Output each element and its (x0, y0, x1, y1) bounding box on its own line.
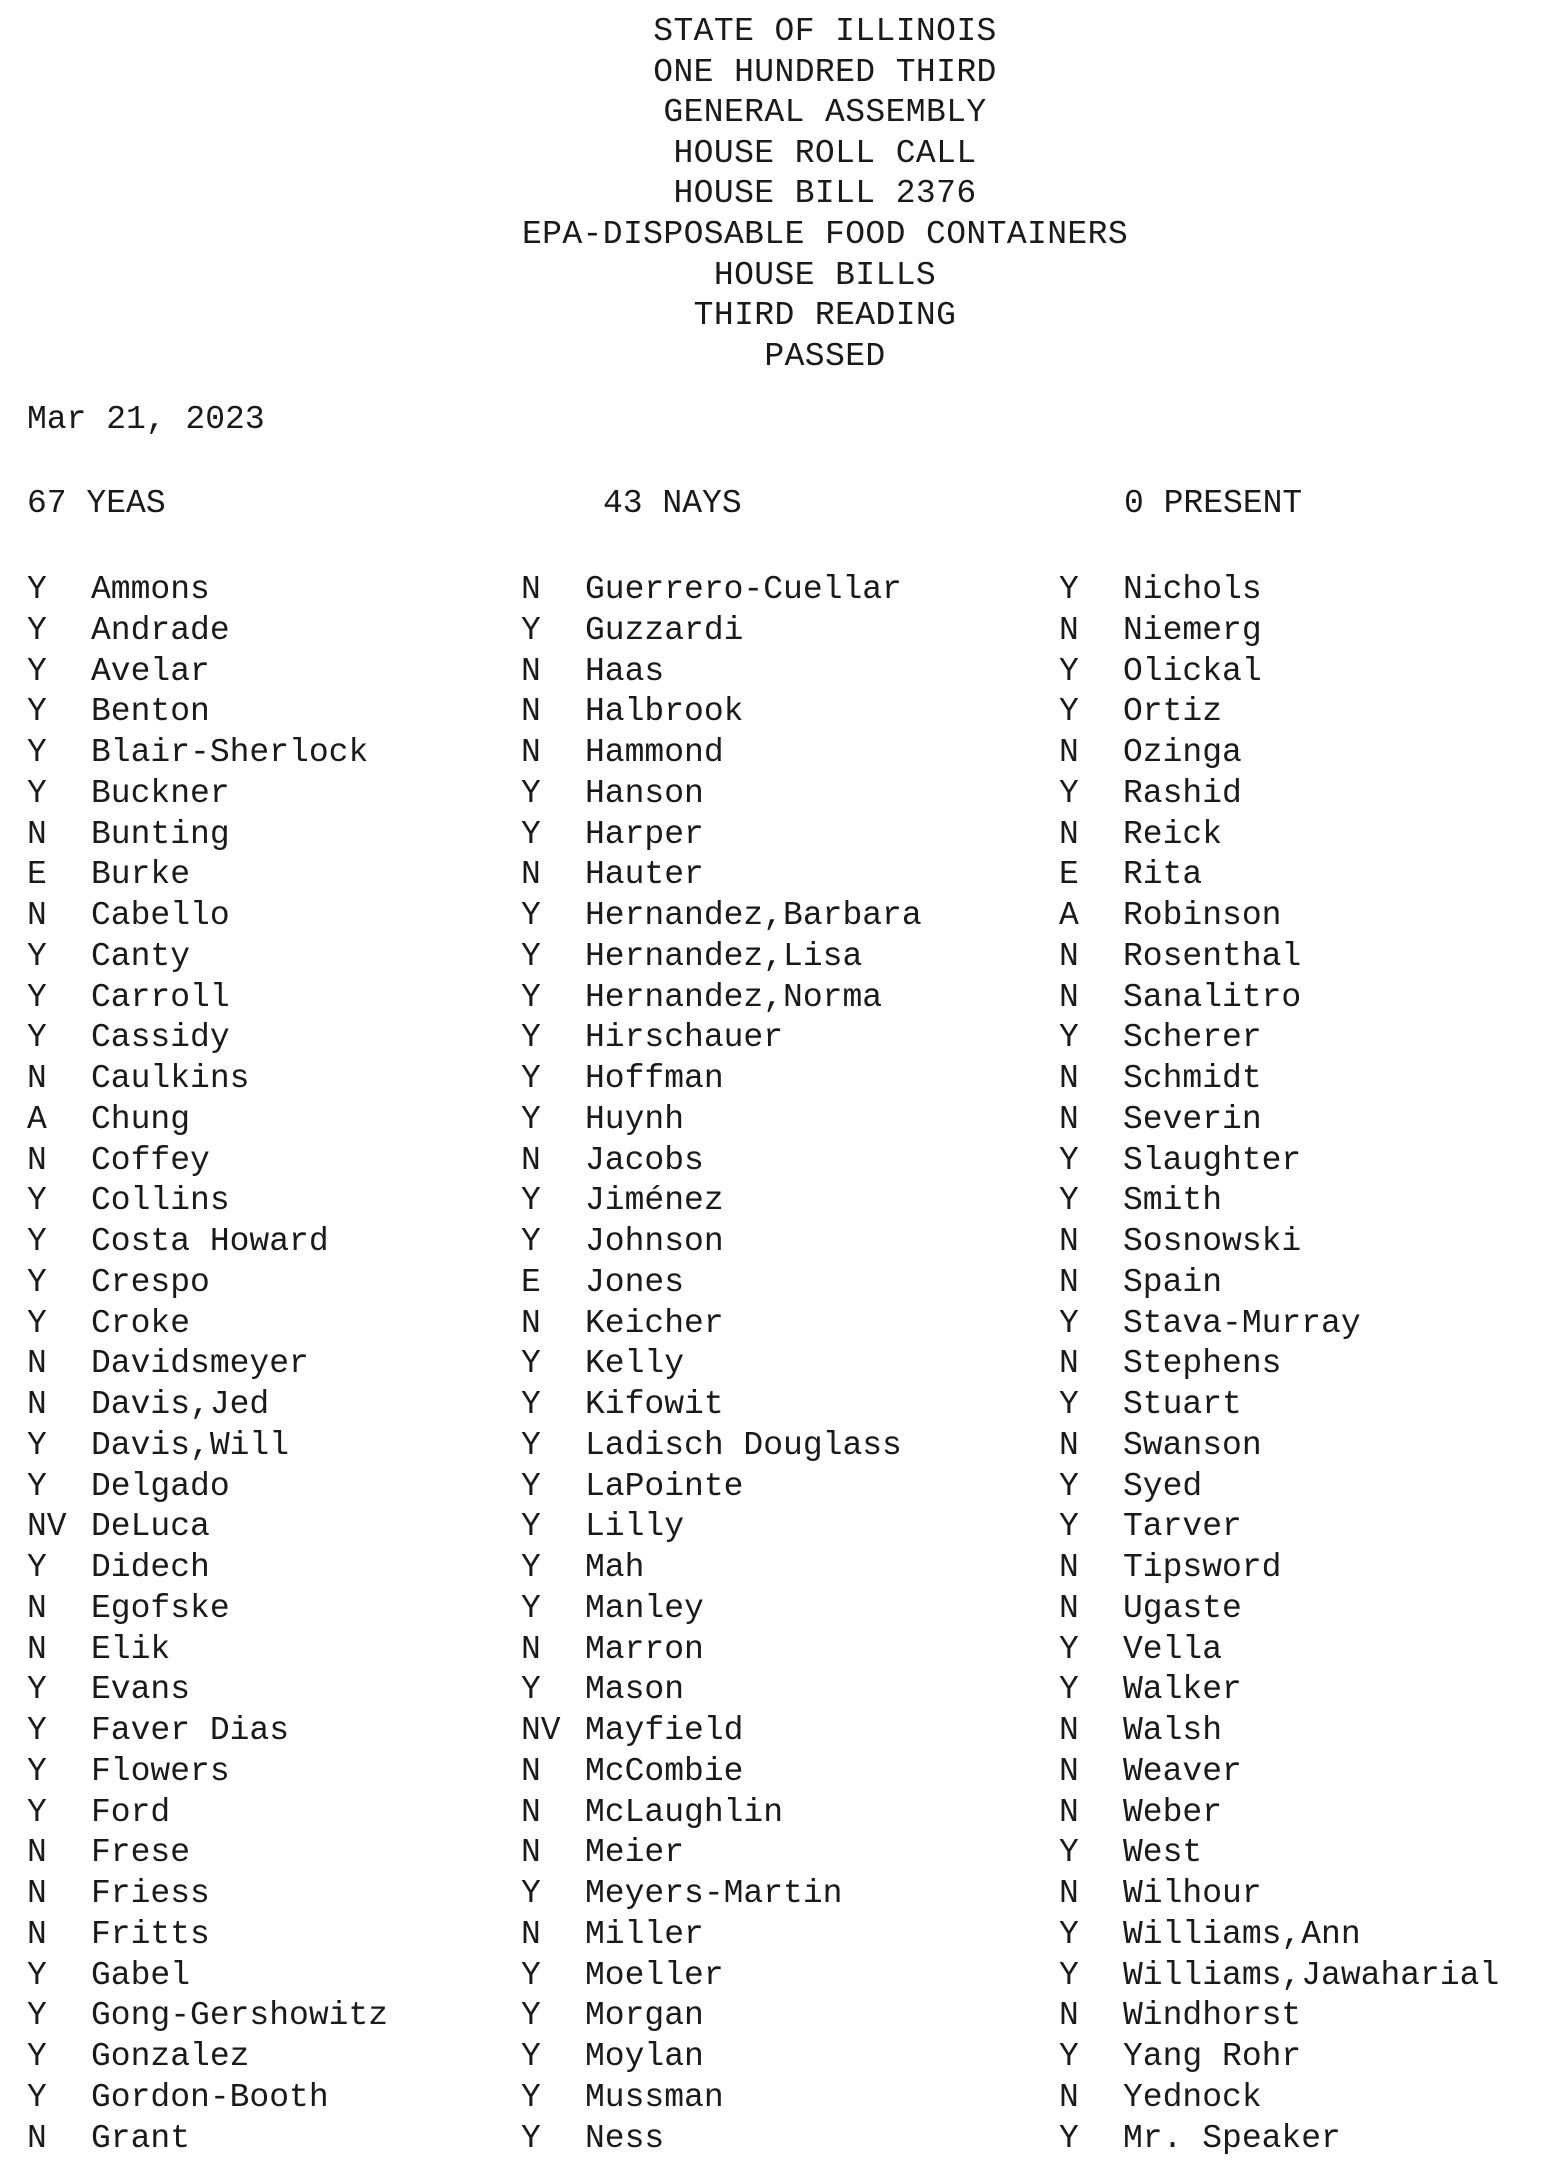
vote-code: N (27, 1630, 47, 1668)
member-name: Cabello (91, 897, 230, 934)
member-name: Hammond (585, 734, 724, 771)
member-name: Davis,Will (91, 1426, 290, 1464)
member-name: Cassidy (91, 1019, 230, 1057)
member-name: Ozinga (1123, 734, 1242, 771)
member-name: Chung (91, 1100, 191, 1138)
vote-code: Y (521, 2119, 541, 2157)
vote-code: N (521, 1915, 541, 1953)
vote-code: Y (521, 1549, 541, 1586)
vote-code: N (521, 571, 541, 608)
member-name: McLaughlin (585, 1793, 784, 1831)
vote-code: N (521, 652, 541, 690)
member-name: Gabel (91, 1956, 191, 1994)
member-name: Johnson (585, 1223, 724, 1260)
member-name: Keicher (585, 1304, 724, 1342)
member-name: Sanalitro (1123, 978, 1302, 1016)
member-name: Manley (585, 1589, 704, 1627)
member-name: Spain (1123, 1263, 1223, 1301)
vote-code: N (521, 1141, 541, 1179)
member-name: Robinson (1123, 897, 1282, 934)
vote-code: N (1059, 1793, 1079, 1831)
vote-code: Y (27, 734, 47, 771)
member-name: Andrade (91, 611, 230, 649)
member-name: Halbrook (585, 693, 744, 731)
vote-code: Y (1059, 1386, 1079, 1423)
vote-code: NV (27, 1508, 67, 1546)
member-name: Ammons (91, 571, 210, 608)
member-name: Moeller (585, 1956, 724, 1994)
vote-code: Y (521, 1182, 541, 1220)
vote-code: N (1059, 1712, 1079, 1749)
vote-code: Y (27, 1549, 47, 1586)
present-count: 0 PRESENT (1124, 485, 1303, 522)
vote-code: N (1059, 1100, 1079, 1138)
member-name: Gonzalez (91, 2038, 250, 2075)
vote-code: N (27, 1589, 47, 1627)
member-name: Egofske (91, 1589, 230, 1627)
vote-code: N (1059, 1549, 1079, 1586)
vote-code: Y (521, 1956, 541, 1994)
member-name: Carroll (91, 978, 230, 1016)
member-name: Hauter (585, 856, 704, 894)
vote-code: N (27, 1875, 47, 1912)
vote-code: Y (27, 978, 47, 1016)
member-name: Bunting (91, 815, 230, 853)
header-line-assembly-number: ONE HUNDRED THIRD (653, 53, 997, 91)
member-name: Kelly (585, 1345, 685, 1383)
vote-code: Y (1059, 1182, 1079, 1220)
vote-code: N (521, 693, 541, 731)
vote-code: N (1059, 1263, 1079, 1301)
vote-code: Y (521, 2078, 541, 2116)
member-name: Williams,Jawaharial (1123, 1956, 1500, 1994)
vote-code: Y (27, 2038, 47, 2075)
member-name: Sosnowski (1123, 1223, 1302, 1260)
vote-code: Y (1059, 1834, 1079, 1872)
vote-code: N (1059, 978, 1079, 1016)
member-name: Stephens (1123, 1345, 1282, 1383)
vote-code: N (1059, 1345, 1079, 1383)
member-name: Schmidt (1123, 1060, 1262, 1097)
member-name: Stava-Murray (1123, 1304, 1361, 1342)
vote-code: Y (521, 2038, 541, 2075)
vote-code: Y (521, 1100, 541, 1138)
vote-code: Y (1059, 1956, 1079, 1994)
vote-code: N (521, 734, 541, 771)
vote-code: Y (1059, 571, 1079, 608)
vote-code: Y (27, 1752, 47, 1790)
vote-code: Y (1059, 693, 1079, 731)
member-name: Ford (91, 1793, 171, 1831)
member-name: Vella (1123, 1630, 1223, 1668)
vote-code: Y (521, 1223, 541, 1260)
header-line-bill-title: EPA-DISPOSABLE FOOD CONTAINERS (521, 215, 1129, 253)
member-name: Huynh (585, 1100, 685, 1138)
member-name: Rita (1123, 856, 1203, 894)
member-name: Lilly (585, 1508, 685, 1546)
vote-code: Y (27, 774, 47, 812)
member-name: Grant (91, 2119, 191, 2157)
vote-code: N (521, 1630, 541, 1668)
member-name: Stuart (1123, 1386, 1242, 1423)
member-name: Ladisch Douglass (585, 1426, 902, 1464)
member-name: Jacobs (585, 1141, 704, 1179)
member-name: Syed (1123, 1467, 1203, 1505)
member-name: Hirschauer (585, 1019, 784, 1057)
member-name: Mr. Speaker (1123, 2119, 1341, 2157)
vote-code: Y (27, 2078, 47, 2116)
vote-code: N (27, 815, 47, 853)
vote-code: Y (521, 1345, 541, 1383)
member-name: Wilhour (1123, 1875, 1262, 1912)
vote-code: Y (521, 1467, 541, 1505)
vote-code: Y (1059, 1304, 1079, 1342)
member-name: Windhorst (1123, 1997, 1302, 2035)
member-name: Ness (585, 2119, 665, 2157)
member-name: Ugaste (1123, 1589, 1242, 1627)
member-name: Swanson (1123, 1426, 1262, 1464)
member-name: Meier (585, 1834, 685, 1872)
document-header (0, 12, 1557, 377)
member-name: Tarver (1123, 1508, 1242, 1546)
member-name: Hernandez,Barbara (585, 897, 922, 934)
member-name: Slaughter (1123, 1141, 1302, 1179)
vote-code: N (521, 1752, 541, 1790)
vote-code: N (1059, 1752, 1079, 1790)
header-line-state: STATE OF ILLINOIS (653, 13, 997, 50)
vote-code: N (521, 1304, 541, 1342)
vote-code: Y (27, 1019, 47, 1057)
member-name: Davis,Jed (91, 1386, 270, 1423)
member-name: Gordon-Booth (91, 2078, 329, 2116)
vote-code: N (27, 1060, 47, 1097)
vote-code: Y (27, 937, 47, 975)
member-name: Olickal (1123, 652, 1262, 690)
member-name: Williams,Ann (1123, 1915, 1361, 1953)
yeas-count: 67 YEAS (27, 485, 166, 522)
vote-code: N (1059, 1223, 1079, 1260)
vote-code: Y (27, 1956, 47, 1994)
vote-code: N (1059, 611, 1079, 649)
member-name: Weber (1123, 1793, 1223, 1831)
vote-code: Y (1059, 1467, 1079, 1505)
member-name: Morgan (585, 1997, 704, 2035)
vote-code: N (27, 1915, 47, 1953)
header-line-reading: THIRD READING (693, 297, 957, 335)
member-name: LaPointe (585, 1467, 744, 1505)
vote-code: N (27, 1386, 47, 1423)
member-name: Niemerg (1123, 611, 1262, 649)
member-name: Mah (585, 1549, 645, 1586)
member-name: Rosenthal (1123, 937, 1302, 975)
member-name: Miller (585, 1915, 704, 1953)
member-name: Ortiz (1123, 693, 1223, 731)
member-name: Fritts (91, 1915, 210, 1953)
vote-code: E (27, 856, 47, 894)
member-name: Coffey (91, 1141, 210, 1179)
vote-code: Y (1059, 1141, 1079, 1179)
vote-code: Y (521, 937, 541, 975)
vote-code: Y (27, 1304, 47, 1342)
member-name: Meyers-Martin (585, 1875, 843, 1912)
vote-code: Y (1059, 774, 1079, 812)
member-name: Costa Howard (91, 1223, 329, 1260)
vote-code: Y (1059, 2038, 1079, 2075)
vote-code: N (27, 1834, 47, 1872)
vote-code: N (521, 1793, 541, 1831)
header-line-bill-type: HOUSE BILLS (713, 256, 937, 294)
member-name: Scherer (1123, 1019, 1262, 1057)
vote-code: Y (521, 1875, 541, 1912)
vote-code: Y (1059, 1671, 1079, 1709)
vote-code: Y (1059, 2119, 1079, 2157)
member-name: Hernandez,Lisa (585, 937, 863, 975)
vote-code: Y (1059, 1915, 1079, 1953)
member-name: Flowers (91, 1752, 230, 1790)
member-name: Faver Dias (91, 1712, 290, 1749)
vote-code: Y (27, 1997, 47, 2035)
vote-code: Y (27, 1467, 47, 1505)
member-name: Jones (585, 1263, 685, 1301)
member-name: Haas (585, 652, 665, 690)
vote-code: N (1059, 1997, 1079, 2035)
member-name: Reick (1123, 815, 1223, 853)
vote-code: Y (27, 1263, 47, 1301)
vote-code: A (1059, 897, 1079, 934)
vote-code: N (1059, 734, 1079, 771)
member-name: Benton (91, 693, 210, 731)
member-name: Avelar (91, 652, 210, 690)
vote-code: Y (521, 1671, 541, 1709)
member-name: Nichols (1123, 571, 1262, 608)
vote-code: Y (1059, 652, 1079, 690)
vote-code: Y (521, 774, 541, 812)
member-name: West (1123, 1834, 1203, 1872)
member-name: Mason (585, 1671, 685, 1709)
member-name: Weaver (1123, 1752, 1242, 1790)
member-name: Friess (91, 1875, 210, 1912)
vote-code: N (1059, 1426, 1079, 1464)
member-name: Gong-Gershowitz (91, 1997, 389, 2035)
member-name: Harper (585, 815, 704, 853)
member-name: Kifowit (585, 1386, 724, 1423)
vote-code: E (1059, 856, 1079, 894)
member-name: Walsh (1123, 1712, 1223, 1749)
member-name: Yang Rohr (1123, 2038, 1302, 2075)
member-name: Mussman (585, 2078, 724, 2116)
member-name: Frese (91, 1834, 191, 1872)
member-name: Jiménez (585, 1182, 724, 1220)
member-name: Guzzardi (585, 611, 744, 649)
vote-code: N (1059, 2078, 1079, 2116)
vote-code: Y (1059, 1508, 1079, 1546)
vote-code: Y (521, 1997, 541, 2035)
member-name: Burke (91, 856, 191, 894)
vote-code: E (521, 1263, 541, 1301)
member-name: Rashid (1123, 774, 1242, 812)
vote-code: Y (27, 611, 47, 649)
member-name: Evans (91, 1671, 191, 1709)
vote-code: Y (1059, 1019, 1079, 1057)
vote-code: Y (521, 1019, 541, 1057)
vote-code: A (27, 1100, 47, 1138)
vote-date: Mar 21, 2023 (27, 401, 265, 438)
member-name: Marron (585, 1630, 704, 1668)
vote-code: N (27, 897, 47, 934)
member-name: Hoffman (585, 1060, 724, 1097)
header-line-assembly: GENERAL ASSEMBLY (663, 94, 987, 132)
member-name: Mayfield (585, 1712, 744, 1749)
vote-code: Y (521, 1426, 541, 1464)
vote-code: N (521, 1834, 541, 1872)
vote-code: Y (521, 1386, 541, 1423)
member-name: Hernandez,Norma (585, 978, 883, 1016)
member-name: Yednock (1123, 2078, 1262, 2116)
member-name: Severin (1123, 1100, 1262, 1138)
nays-count: 43 NAYS (603, 485, 742, 522)
member-name: Hanson (585, 774, 704, 812)
vote-code: Y (27, 1712, 47, 1749)
vote-code: NV (521, 1712, 561, 1749)
member-name: Guerrero-Cuellar (585, 571, 902, 608)
vote-code: N (1059, 1589, 1079, 1627)
header-line-roll-call: HOUSE ROLL CALL (673, 134, 977, 172)
member-name: Smith (1123, 1182, 1223, 1220)
vote-code: Y (27, 1426, 47, 1464)
vote-code: Y (27, 693, 47, 731)
member-name: DeLuca (91, 1508, 210, 1546)
vote-code: Y (521, 1508, 541, 1546)
vote-code: N (1059, 1875, 1079, 1912)
vote-code: Y (521, 611, 541, 649)
member-name: Moylan (585, 2038, 704, 2075)
vote-code: N (27, 1141, 47, 1179)
member-name: Davidsmeyer (91, 1345, 309, 1383)
member-name: Tipsword (1123, 1549, 1282, 1586)
vote-code: Y (521, 897, 541, 934)
member-name: Didech (91, 1549, 210, 1586)
vote-code: Y (27, 1793, 47, 1831)
member-name: Collins (91, 1182, 230, 1220)
vote-code: Y (521, 1060, 541, 1097)
vote-code: Y (27, 1182, 47, 1220)
vote-code: N (1059, 1060, 1079, 1097)
member-name: Canty (91, 937, 191, 975)
member-name: Walker (1123, 1671, 1242, 1709)
member-name: McCombie (585, 1752, 744, 1790)
member-name: Blair-Sherlock (91, 734, 369, 771)
vote-code: Y (521, 815, 541, 853)
member-name: Delgado (91, 1467, 230, 1505)
vote-code: N (1059, 937, 1079, 975)
vote-code: Y (1059, 1630, 1079, 1668)
vote-code: N (27, 1345, 47, 1383)
vote-code: N (521, 856, 541, 894)
vote-code: Y (27, 571, 47, 608)
header-line-bill-number: HOUSE BILL 2376 (673, 175, 977, 213)
member-name: Buckner (91, 774, 230, 812)
vote-code: Y (27, 1223, 47, 1260)
vote-code: Y (521, 1589, 541, 1627)
vote-code: Y (521, 978, 541, 1016)
header-line-result: PASSED (764, 337, 886, 375)
member-name: Crespo (91, 1263, 210, 1301)
member-name: Elik (91, 1630, 171, 1668)
vote-code: Y (27, 1671, 47, 1709)
vote-code: N (27, 2119, 47, 2157)
vote-code: Y (27, 652, 47, 690)
member-name: Caulkins (91, 1060, 250, 1097)
member-name: Croke (91, 1304, 191, 1342)
vote-code: N (1059, 815, 1079, 853)
